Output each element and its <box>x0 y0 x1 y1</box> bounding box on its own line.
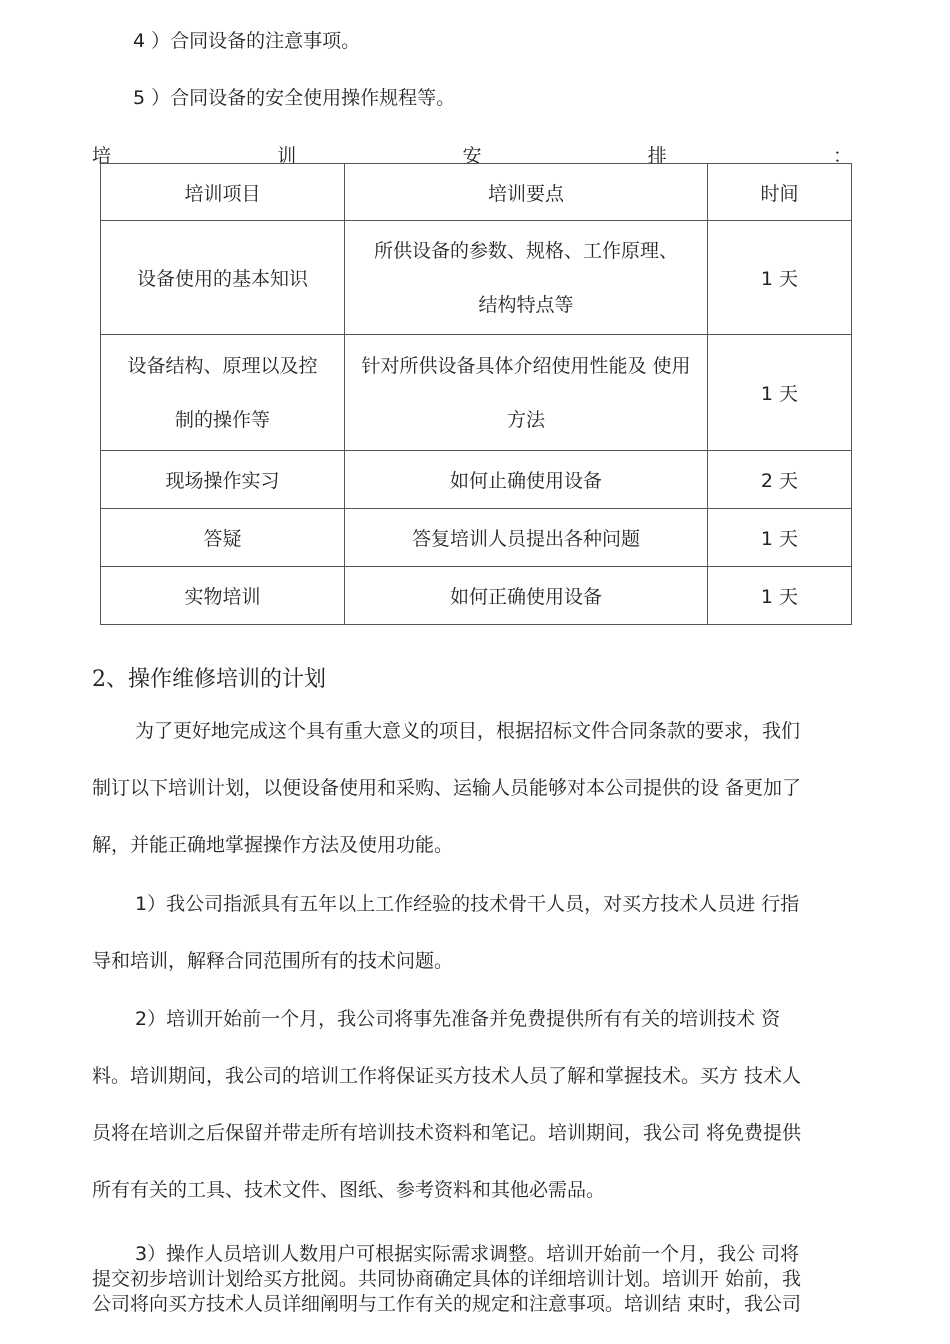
cell-line: 结构特点等 <box>478 293 574 316</box>
cell-line: 答疑 <box>203 528 242 550</box>
cell-item <box>101 451 345 509</box>
cell-time: 1 天 <box>708 567 852 625</box>
label-char: 培 <box>92 145 112 167</box>
training-schedule-table <box>100 163 852 625</box>
paragraph-line: 料。培训期间，我公司的培训工作将保证买方技术人员了解和掌握技术。买方 技术人 <box>92 1065 802 1087</box>
label-char: 训 <box>277 145 297 167</box>
cell-item <box>101 509 345 567</box>
paragraph-line: 提交初步培训计划给买方批阅。共同协商确定具体的详细培训计划。培训开 始前，我 <box>92 1268 802 1290</box>
cell-points <box>345 221 708 335</box>
paragraph-line: 员将在培训之后保留并带走所有培训技术资料和笔记。培训期间，我公司 将免费提供 <box>92 1122 802 1144</box>
cell-line: 现场操作实习 <box>165 470 280 492</box>
cell-points <box>345 335 708 451</box>
cell-time: 1 天 <box>708 221 852 335</box>
list-item-4: 4 ）合同设备的注意事项。 <box>133 30 361 52</box>
cell-points <box>345 567 708 625</box>
cell-line: 所供设备的参数、规格、工作原理、 <box>373 239 678 262</box>
cell-line: 如何正确使用设备 <box>449 586 602 608</box>
cell-line: 设备结构、原理以及控 <box>127 354 318 377</box>
paragraph-line: 公司将向买方技术人员详细阐明与工作有关的规定和注意事项。培训结 束时，我公司 <box>92 1293 802 1315</box>
label-char: 安 <box>462 145 482 167</box>
header-item: 培训项目 <box>101 164 345 221</box>
cell-line: 设备使用的基本知识 <box>136 268 308 290</box>
paragraph-line: 1）我公司指派具有五年以上工作经验的技术骨干人员，对买方技术人员进 行指 <box>135 893 800 915</box>
cell-item <box>101 335 345 451</box>
paragraph-line: 导和培训，解释合同范围所有的技术问题。 <box>92 950 454 972</box>
cell-item <box>101 567 345 625</box>
paragraph-line: 制订以下培训计划，以便设备使用和采购、运输人员能够对本公司提供的设 备更加了 <box>92 777 802 799</box>
label-char: ： <box>832 145 852 167</box>
cell-line: 针对所供设备具体介绍使用性能及 使用 <box>361 354 691 377</box>
table-header-row <box>101 164 852 221</box>
header-points: 培训要点 <box>345 164 708 221</box>
list-item-5: 5 ）合同设备的安全使用操作规程等。 <box>133 87 456 109</box>
cell-line: 实物培训 <box>184 586 261 608</box>
table-row <box>101 451 852 509</box>
cell-time: 2 天 <box>708 451 852 509</box>
table-row <box>101 567 852 625</box>
cell-time: 1 天 <box>708 335 852 451</box>
table-row <box>101 509 852 567</box>
table-row <box>101 221 852 335</box>
cell-points <box>345 451 708 509</box>
cell-line: 方法 <box>506 408 545 431</box>
paragraph-line: 所有有关的工具、技术文件、图纸、参考资料和其他必需品。 <box>92 1179 606 1201</box>
paragraph-line: 2）培训开始前一个月，我公司将事先准备并免费提供所有有关的培训技术 资 <box>135 1008 781 1030</box>
table-row <box>101 335 852 451</box>
cell-time: 1 天 <box>708 509 852 567</box>
cell-line: 制的操作等 <box>174 408 270 431</box>
header-time: 时间 <box>708 164 852 221</box>
cell-points <box>345 509 708 567</box>
cell-item <box>101 221 345 335</box>
paragraph-line: 为了更好地完成这个具有重大意义的项目，根据招标文件合同条款的要求，我们 <box>135 720 801 742</box>
label-char: 排 <box>647 145 667 167</box>
paragraph-line: 解，并能正确地掌握操作方法及使用功能。 <box>92 834 454 856</box>
cell-line: 答复培训人员提出各种问题 <box>411 528 640 550</box>
paragraph-line: 3）操作人员培训人数用户可根据实际需求调整。培训开始前一个月，我公 司将 <box>135 1243 800 1265</box>
cell-line: 如何止确使用设备 <box>449 470 602 492</box>
section-heading: 2、操作维修培训的计划 <box>92 667 326 692</box>
